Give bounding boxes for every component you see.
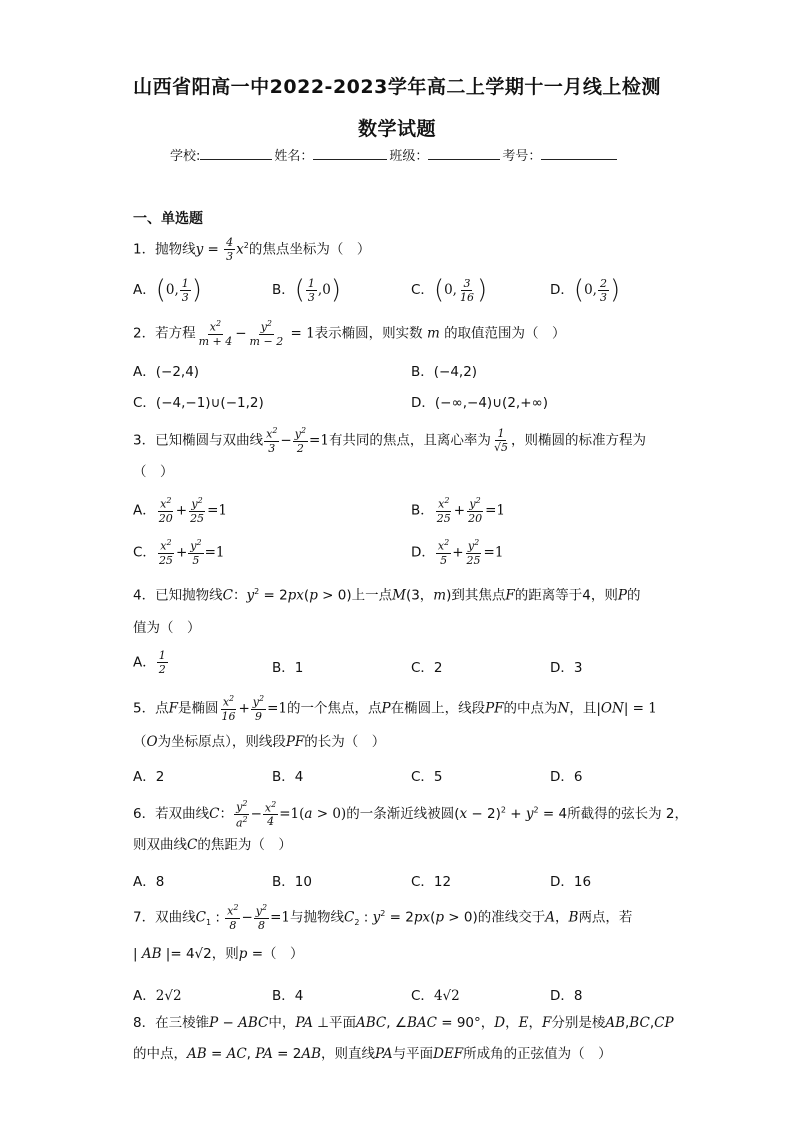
q6-text-a: 6．若双曲线 — [133, 806, 210, 823]
q4-option-d[interactable]: D．3 — [550, 660, 583, 676]
question-4: 4．已知抛物线C：$y^2 = 2px(p > 0)$上一点M(3，m)到其焦点F的距离等于4，则P的 — [133, 587, 641, 604]
q1-text-a: 1．抛物线 — [133, 241, 196, 258]
question-6: 6．若双曲线C： $\frac{y^2}{a^2}$ − $\frac{x^2}{4}$ =1(a > 0)的一条渐近线被圆$(x - 2)^2 + y^2 = 4$所截得的弦长为 2， — [133, 799, 688, 830]
q3-text-a: 3．已知椭圆与双曲线 — [133, 432, 264, 449]
q5-text-b: 是椭圆 — [177, 700, 219, 717]
q5-option-d[interactable]: D．6 — [550, 769, 583, 785]
q8-text-c: 平面 — [329, 1015, 356, 1031]
q1-option-b[interactable]: B．( $\frac{1}{3}$ ,0) — [272, 275, 341, 305]
q2-option-b[interactable]: B．(−4,2) — [411, 364, 478, 380]
section-heading: 一、单选题 — [133, 211, 203, 227]
q8-text-a: 8．在三棱锥 — [133, 1015, 210, 1031]
q5-text-e: 的中点为 — [503, 700, 558, 717]
school-field[interactable] — [200, 145, 272, 160]
q1-option-c[interactable]: C．(0, $\frac{3}{16}$ ) — [411, 275, 488, 305]
q5-option-c[interactable]: C．5 — [411, 769, 443, 785]
q6-text-c: 所截得的弦长为 2， — [567, 806, 688, 823]
q8-text-d: 分别是棱 — [551, 1015, 606, 1031]
question-8: 8．在三棱锥P − ABC中，PA ⊥平面ABC, ∠BAC = 90°，D，E，F分别是棱AB,BC,CP — [133, 1015, 674, 1031]
q7-text-d: 两点，若 — [578, 909, 633, 926]
class-label: 班级： — [389, 149, 429, 164]
q2-text-b: 表示椭圆，则实数 — [314, 325, 423, 342]
q6-text-b: 的一条渐近线被圆 — [346, 806, 455, 823]
number-field[interactable] — [541, 145, 617, 160]
school-label: 学校: — [170, 149, 201, 164]
q3-option-a[interactable]: A． $\frac{x^2}{20}$ + $\frac{y^2}{25}$ =1 — [133, 496, 227, 525]
number-label: 考号： — [502, 149, 542, 164]
q7-line2: | AB |= 4√2，则p =（ ） — [133, 946, 304, 962]
question-1: 1．抛物线y = $\frac{4}{3}$ $x^2$的焦点坐标为（ ） — [133, 236, 371, 263]
q6-line2: 则双曲线C的焦距为（ ） — [133, 837, 292, 853]
name-label: 姓名： — [274, 149, 314, 164]
q7-option-a[interactable]: A．2√2 — [133, 988, 182, 1004]
q4-option-b[interactable]: B．1 — [272, 660, 304, 676]
question-2: 2．若方程 $\frac{x^2}{m + 4}$ − $\frac{y^2}{m - 2}$ = 1表示椭圆，则实数 m 的取值范围为（ ） — [133, 319, 566, 348]
q1-option-a[interactable]: A．(0, $\frac{1}{3}$ ) — [133, 275, 202, 305]
q4-option-c[interactable]: C．2 — [411, 660, 443, 676]
q3-option-b[interactable]: B． $\frac{x^2}{25}$ + $\frac{y^2}{20}$ =1 — [411, 496, 505, 525]
q1-text-b: 的焦点坐标为（ ） — [248, 241, 371, 258]
question-5: 5．点F是椭圆 $\frac{x^2}{16}$ + $\frac{y^2}{9}$ =1的一个焦点，点P在椭圆上，线段PF的中点为N，且|ON| = 1 — [133, 694, 657, 723]
q5-text-c: 的一个焦点，点 — [287, 700, 382, 717]
q5-option-a[interactable]: A．2 — [133, 769, 165, 785]
q5-text-d: 在椭圆上，线段 — [390, 700, 486, 717]
q4-text-c: 到其焦点 — [451, 587, 506, 604]
q5-line2: （O为坐标原点），则线段PF的长为（ ） — [133, 734, 386, 750]
q4-text-d: 的距离等于4，则 — [514, 587, 618, 604]
q2-option-a[interactable]: A．(−2,4) — [133, 364, 200, 380]
q4-text-a: 4．已知抛物线 — [133, 587, 223, 604]
student-info-line — [170, 145, 619, 164]
q5-text-a: 5．点 — [133, 700, 169, 717]
q5-text-f: ，且 — [569, 700, 597, 717]
q4-text-b: 上一点 — [351, 587, 393, 604]
q3-text-c: ，则椭圆的标准方程为 — [510, 432, 646, 449]
q3-bracket: （ ） — [133, 464, 174, 480]
q5-option-b[interactable]: B．4 — [272, 769, 304, 785]
q4-text-e: 的 — [626, 587, 641, 604]
q3-text-b: 有共同的焦点，且离心率为 — [328, 432, 491, 449]
q2-text-c: 的取值范围为（ ） — [444, 325, 566, 342]
q6-option-c[interactable]: C．12 — [411, 874, 452, 890]
q4-line2: 值为（ ） — [133, 620, 201, 636]
q7-text-c: 的准线交于 — [477, 909, 546, 926]
exam-title: 山西省阳高一中2022-2023学年高二上学期十一月线上检测 — [133, 76, 661, 98]
class-field[interactable] — [428, 145, 500, 160]
q7-text-a: 7．双曲线 — [133, 909, 196, 926]
q2-option-c[interactable]: C．(−4,−1)∪(−1,2) — [133, 395, 264, 411]
exam-subtitle: 数学试题 — [357, 118, 436, 140]
q3-option-c[interactable]: C． $\frac{x^2}{25}$ + $\frac{y^2}{5}$ =1 — [133, 538, 225, 567]
q6-option-d[interactable]: D．16 — [550, 874, 592, 890]
q4-option-a[interactable]: A． $\frac{1}{2}$ — [133, 649, 166, 676]
question-7: 7．双曲线$C_1$ : $\frac{x^2}{8}$ − $\frac{y^2}{8}$ =1与抛物线$C_2$ : $y^2 = 2px(p > 0)$的准线交于A，B两点，若 — [133, 903, 633, 932]
q3-option-d[interactable]: D． $\frac{x^2}{5}$ + $\frac{y^2}{25}$ =1 — [411, 538, 504, 567]
q1-option-d[interactable]: D．(0, $\frac{2}{3}$ ) — [550, 275, 621, 305]
name-field[interactable] — [313, 145, 387, 160]
q7-text-b: 与抛物线 — [290, 909, 345, 926]
q6-option-b[interactable]: B．10 — [272, 874, 312, 890]
q2-option-d[interactable]: D．(−∞,−4)∪(2,+∞) — [411, 395, 549, 411]
q8-line2: 的中点，AB = AC, PA = 2AB，则直线PA与平面DEF所成角的正弦值为（ ） — [133, 1046, 612, 1062]
q7-option-d[interactable]: D．8 — [550, 988, 583, 1004]
q8-text-b: 中， — [268, 1015, 296, 1031]
q7-option-c[interactable]: C．4√2 — [411, 988, 460, 1004]
question-3: 3．已知椭圆与双曲线 $\frac{x^2}{3}$ − $\frac{y^2}{2}$ =1有共同的焦点，且离心率为 $\frac{1}{√5}$ ，则椭圆的标准方程为 — [133, 426, 646, 455]
q2-text-a: 2．若方程 — [133, 325, 196, 342]
q7-option-b[interactable]: B．4 — [272, 988, 304, 1004]
q6-option-a[interactable]: A．8 — [133, 874, 165, 890]
